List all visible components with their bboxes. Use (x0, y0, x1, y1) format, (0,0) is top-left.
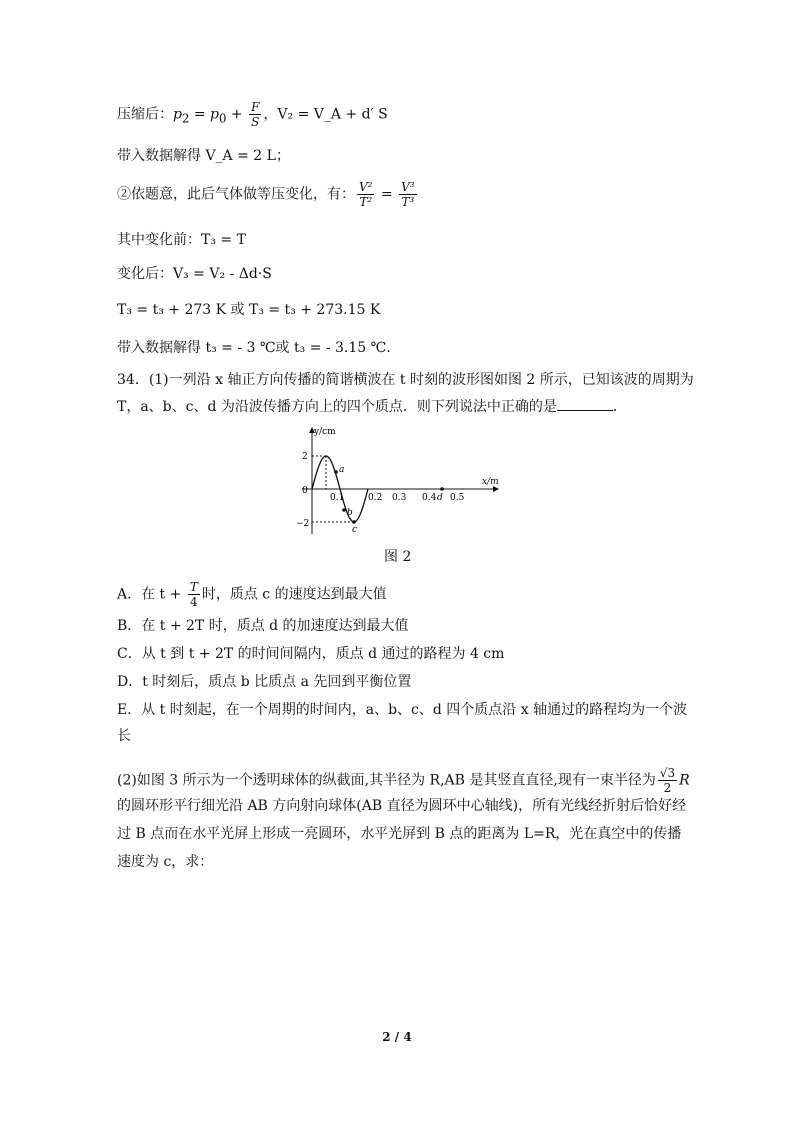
x-axis-label: x/m (482, 477, 499, 487)
point-c (352, 520, 356, 524)
point-b-label: b (347, 508, 353, 518)
v2-t2-fraction: $\frac{\text{V²}}{\text{T²}}$ (359, 180, 373, 209)
x-tick-0.3: 0.3 (392, 493, 407, 503)
part2-line4: 速度为 c，求： (117, 854, 214, 870)
v2-equation: ，V₂ = V_A + d′ S (263, 106, 388, 123)
option-e-line2: 长 (117, 728, 131, 744)
page-number: 2 / 4 (382, 1030, 412, 1044)
equals: = (376, 186, 398, 203)
line-isobaric (117, 180, 419, 209)
line-before-change: 其中变化前：T₃ = T (117, 232, 246, 248)
x-tick-0.5: 0.5 (450, 493, 465, 503)
line-compression: 压缩后：$p_2 = p_0$ + $\frac{F}{S}$ ，V₂ = V_A + d′ S (117, 100, 388, 129)
option-c: C．从 t 到 t + 2T 的时间间隔内，质点 d 通过的路程为 4 cm (117, 646, 505, 662)
y-axis-label: y/cm (314, 427, 336, 437)
v3-t3-fraction: $\frac{\text{V³}}{\text{T³}}$ (401, 180, 415, 209)
wave-figure (292, 422, 512, 542)
y-tick-neg2: −2 (296, 519, 310, 529)
y-tick-0: 0 (302, 486, 308, 496)
y-tick-2: 2 (302, 452, 308, 462)
x-tick-0.4: 0.4 (422, 493, 437, 503)
f-over-s-fraction: $\frac{F}{S}$ (251, 100, 260, 129)
answer-blank (557, 396, 613, 411)
part2-line2: 的圆环形平行细光沿 AB 方向射向球体(AB 直径为圆环中心轴线)，所有光线经折射后恰好经 (117, 798, 687, 814)
line-solve-va: 带入数据解得 V_A = 2 L； (117, 148, 290, 164)
option-b: B．在 t + 2T 时，质点 d 的加速度达到最大值 (117, 618, 409, 634)
t-over-4-fraction: $\frac{T}{4}$ (189, 580, 198, 609)
p2-symbol: p (173, 106, 182, 123)
equals: = (189, 106, 211, 123)
isobaric-prefix: ②依题意，此后气体做等压变化，有： (117, 186, 355, 203)
x-tick-0.2: 0.2 (368, 493, 383, 503)
plus: + (226, 106, 248, 123)
line-solve-t3: 带入数据解得 t₃ = - 3 ℃或 t₃ = - 3.15 ℃. (117, 340, 391, 356)
x-tick-0.1: 0.1 (330, 493, 345, 503)
figure-caption: 图 2 (384, 549, 412, 565)
point-a (334, 470, 338, 474)
point-b (342, 508, 346, 512)
option-a: A．在 t + $\frac{T}{4}$ 时，质点 c 的速度达到最大值 (117, 580, 387, 609)
point-c-label: c (352, 525, 358, 535)
point-d (440, 487, 444, 491)
sqrt3-over-2-fraction: $\frac{√3}{2}$ (659, 766, 676, 795)
part2-line1: (2)如图 3 所示为一个透明球体的纵截面,其半径为 R,AB 是其竖直直径,现有一束半径为 $\frac{√3}{2}$ R (117, 766, 690, 795)
option-e-line1: E．从 t 时刻起，在一个周期的时间内，a、b、c、d 四个质点沿 x 轴通过的路程均为一个波 (117, 702, 688, 718)
line-temperature-relation: T₃ = t₃ + 273 K 或 T₃ = t₃ + 273.15 K (117, 302, 381, 318)
point-a-label: a (339, 465, 345, 475)
compression-prefix: 压缩后： (117, 106, 173, 123)
part2-line3: 过 B 点而在水平光屏上形成一亮圆环，水平光屏到 B 点的距离为 L=R，光在真空中的传播 (117, 826, 682, 842)
p0-symbol: p (210, 106, 219, 123)
question-34-stem-line2: T，a、b、c、d 为沿波传播方向上的四个质点．则下列说法中正确的是 ． (117, 396, 627, 417)
question-34-stem-line1: 34．(1)一列沿 x 轴正方向传播的简谐横波在 t 时刻的波形图如图 2 所示，已知该波的周期为 (117, 372, 694, 388)
line-after-change: 变化后：V₃ = V₂ - Δd·S (117, 266, 272, 282)
option-d: D．t 时刻后，质点 b 比质点 a 先回到平衡位置 (117, 674, 412, 690)
point-d-label: d (437, 493, 443, 503)
